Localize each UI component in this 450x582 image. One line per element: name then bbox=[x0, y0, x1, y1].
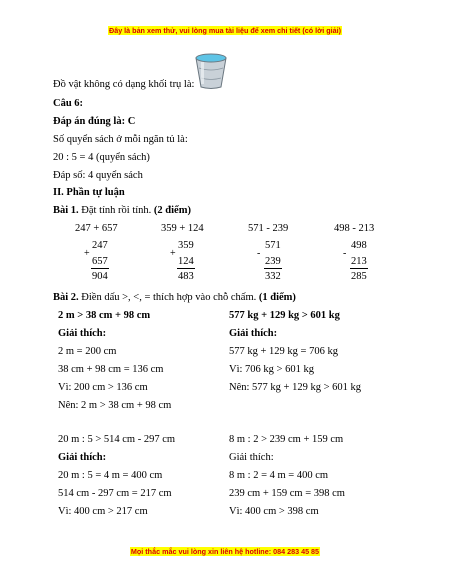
bai2-title: Bài 2. bbox=[53, 292, 79, 303]
bai1-top-number: 498 bbox=[351, 240, 367, 251]
plus-sign: + bbox=[170, 248, 176, 259]
sum-line bbox=[177, 268, 195, 269]
bai2-line: Vì: 200 cm > 136 cm bbox=[58, 382, 148, 393]
minus-sign: - bbox=[343, 248, 347, 259]
bai2-instruction: Điền dấu >, <, = thích hợp vào chỗ chấm. bbox=[81, 292, 257, 303]
bai2-line: Nên: 577 kg + 129 kg > 601 kg bbox=[229, 382, 362, 393]
bai1-instruction: Đặt tính rồi tính. bbox=[81, 205, 152, 216]
bai1-top-number: 571 bbox=[265, 240, 281, 251]
bucket-image bbox=[193, 50, 229, 90]
bai1-bottom-number: 213 bbox=[351, 256, 367, 267]
bai2-line: 577 kg + 129 kg = 706 kg bbox=[229, 346, 338, 357]
difference-line bbox=[350, 268, 368, 269]
q6-line-3: Đáp số: 4 quyển sách bbox=[53, 170, 143, 181]
sum-line bbox=[91, 268, 109, 269]
bai1-expression: 498 - 213 bbox=[334, 223, 375, 234]
footer-banner-text: Mọi thắc mắc vui lòng xin liên hệ hotline: 084 283 45 85 bbox=[130, 547, 320, 556]
bai2-line: 514 cm - 297 cm = 217 cm bbox=[58, 488, 172, 499]
bai2-line: Vì: 706 kg > 601 kg bbox=[229, 364, 314, 375]
q5-question-tail: Đồ vật không có dạng khối trụ là: bbox=[53, 79, 195, 90]
bai1-top-number: 359 bbox=[178, 240, 194, 251]
bai2-explain-label: Giải thích: bbox=[229, 452, 274, 463]
bai2-line: 8 m : 2 = 4 m = 400 cm bbox=[229, 470, 329, 481]
q6-answer: Đáp án đúng là: C bbox=[53, 116, 136, 127]
bai1-top-number: 247 bbox=[92, 240, 108, 251]
bai2-line: Vì: 400 cm > 217 cm bbox=[58, 506, 148, 517]
bai2-line: 38 cm + 98 cm = 136 cm bbox=[58, 364, 164, 375]
bai2-line: 20 m : 5 = 4 m = 400 cm bbox=[58, 470, 163, 481]
bai2-answer: 577 kg + 129 kg > 601 kg bbox=[229, 310, 340, 321]
header-banner bbox=[0, 26, 450, 35]
bai1-heading bbox=[53, 205, 191, 216]
bai1-result: 332 bbox=[265, 271, 281, 282]
bai2-answer: 8 m : 2 > 239 cm + 159 cm bbox=[229, 434, 344, 445]
bai2-answer: 20 m : 5 > 514 cm - 297 cm bbox=[58, 434, 176, 445]
bai2-explain-label: Giải thích: bbox=[58, 328, 107, 339]
bai1-bottom-number: 239 bbox=[265, 256, 281, 267]
difference-line bbox=[264, 268, 282, 269]
q6-title: Câu 6: bbox=[53, 98, 84, 109]
footer-banner bbox=[0, 547, 450, 556]
section-heading: II. Phần tự luận bbox=[53, 187, 125, 198]
bai1-expression: 247 + 657 bbox=[75, 223, 118, 234]
q6-line-2: 20 : 5 = 4 (quyển sách) bbox=[53, 152, 150, 163]
bai1-result: 904 bbox=[92, 271, 108, 282]
bai2-line: 239 cm + 159 cm = 398 cm bbox=[229, 488, 345, 499]
minus-sign: - bbox=[257, 248, 261, 259]
bai1-expression: 359 + 124 bbox=[161, 223, 204, 234]
bai1-bottom-number: 124 bbox=[178, 256, 194, 267]
bai1-points: (2 điểm) bbox=[153, 205, 191, 216]
bai1-bottom-number: 657 bbox=[92, 256, 108, 267]
bai2-points: (1 điểm) bbox=[258, 292, 296, 303]
bai2-line: Vì: 400 cm > 398 cm bbox=[229, 506, 319, 517]
bai2-answer: 2 m > 38 cm + 98 cm bbox=[58, 310, 151, 321]
bai2-line: Nên: 2 m > 38 cm + 98 cm bbox=[58, 400, 172, 411]
bai1-result: 285 bbox=[351, 271, 367, 282]
bai2-line: 2 m = 200 cm bbox=[58, 346, 117, 357]
plus-sign: + bbox=[84, 248, 90, 259]
bai2-explain-label: Giải thích: bbox=[58, 452, 107, 463]
bai2-explain-label: Giải thích: bbox=[229, 328, 278, 339]
bai1-title: Bài 1. bbox=[53, 205, 79, 216]
bai2-heading bbox=[53, 292, 296, 303]
bai1-expression: 571 - 239 bbox=[248, 223, 289, 234]
q6-line-1: Số quyển sách ở mỗi ngăn tủ là: bbox=[53, 134, 188, 145]
bai1-result: 483 bbox=[178, 271, 194, 282]
header-banner-text: Đây là bản xem thử, vui lòng mua tài liệu để xem chi tiết (có lời giải) bbox=[109, 26, 341, 35]
